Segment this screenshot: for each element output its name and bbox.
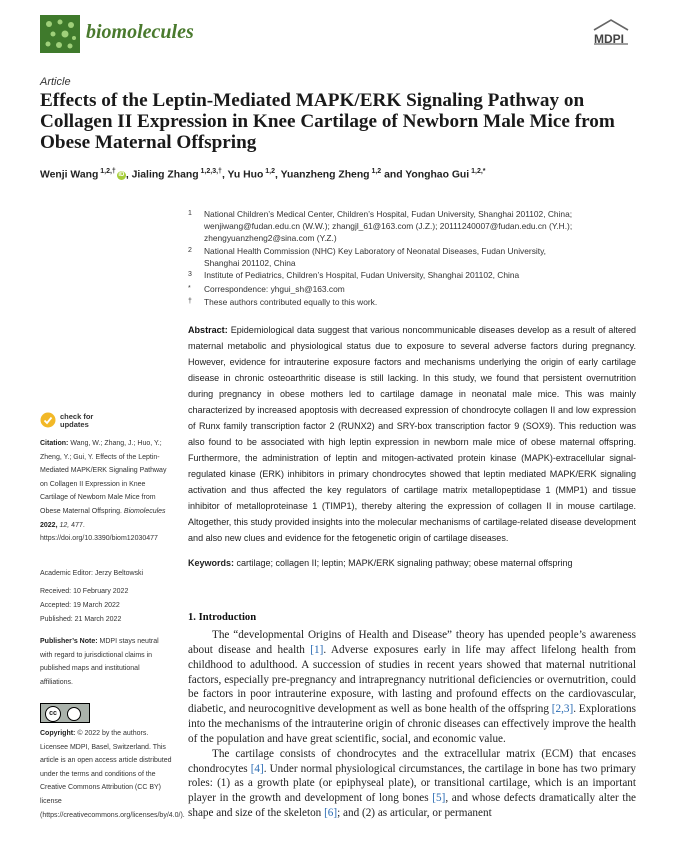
affiliation-text [204,245,644,269]
citation-doi[interactable]: 477. https://doi.org/10.3390/biom12030477 [40,521,158,543]
citation-link[interactable]: [6] [324,807,338,820]
author-affiliation-marker: 1,2,3,† [198,168,222,175]
affiliation-line: Institute of Pediatrics, Children’s Hospital, Fudan University, Shanghai 201102, China [204,270,520,280]
check-for-updates-label[interactable] [60,413,93,429]
publisher-note-text: MDPI stays neutral with regard to jurisdictional claims in published maps and institutional affiliations. [40,638,159,686]
affiliation-marker: 1 [188,210,192,217]
keywords [188,558,638,568]
affiliation-text [204,283,644,295]
affiliation-marker: 2 [188,247,192,254]
person-icon [67,707,81,721]
keywords-label: Keywords: [188,558,235,568]
cc-by-license-icon[interactable] [40,703,90,723]
citation-link[interactable]: [4] [250,762,264,775]
date-published: Published: 21 March 2022 [40,616,122,623]
author-list [40,168,650,180]
affiliation-line: Shanghai 201102, China [204,258,296,268]
affiliation-line: National Children’s Medical Center, Children’s Hospital, Fudan University, Shanghai 201102, China; [204,209,573,219]
publisher-name: MDPI [594,32,624,46]
date-received: Received: 10 February 2022 [40,588,129,595]
publisher-note [40,635,172,689]
paragraph-text: The “developmental Origins of Health and Disease” theory has upended people’s awareness about disease and health [188,629,636,656]
affiliation-text [204,269,644,281]
updates-line-1: check for [60,412,94,421]
affiliation-text [204,208,644,244]
affiliation-line: Correspondence: yhgui_sh@163.com [204,284,345,294]
author-affiliation-marker: 1,2,† [98,168,116,175]
citation-journal: Biomolecules [123,507,166,515]
abstract-text: Epidemiological data suggest that various noncommunicable diseases develop as a result of altered maternal metabolic and physiological status due to exposure to several adverse factors during pregnancy. However, evidence for intrauterine exposure factors and mechanisms underlying the origin of early cartilage disease in chronic osteoarthritic disease is still lacking. In this study, we found that persistent overnutrition during pregnancy in obese mothers led to cartilage damage in neonatal male mice. This was mainly characterized by increased apoptosis with decreased expression of chondrocyte collagen II and low expression of Runx family transcription factor 2 (RUNX2) and SRY-box transcription factor 9 (SOX9). This reduction was also found to be associated with high leptin expression in newborn male mice of obese maternal offspring. Furthermore, the administration of leptin and mitogen-activated protein kinase (MAPK)-extracellular signal-regulated kinase (ERK) inhibitors in primary chondrocytes showed that leptin mediated MAPK/ERK signaling activation and thus affected the key regulators of cartilage matrix metallopeptidase 1 (MMP1) and tissue inhibitor of metalloproteinase 1 (TIMP1), thereby altering the expression of collagen II in mouse cartilage. Altogether, this study provided insights into the molecular mechanisms of cartilage-related disease development and also new clues and evidence for the fetogenetic origin of cartilage diseases. [188,325,637,543]
paragraph-text: . Under normal physiological circumstances, the cartilage in bone has two primary roles: (1) as a growth plate (or epiphyseal plate), or transitional cartilage, which is an important player in the growth and development of long bones [188,762,636,805]
affiliation-line: wenjiwang@fudan.edu.cn (W.W.); zhangjl_61@163.com (J.Z.); 20111240007@fudan.edu.cn (Y.H.); [204,221,573,231]
author-name[interactable]: Jialing Zhang [131,169,199,181]
copyright-label: Copyright: [40,730,76,737]
journal-name: biomolecules [86,21,194,43]
paragraph [188,628,636,747]
citation-link[interactable]: [1] [310,643,324,656]
affiliation-line: These authors contributed equally to this work. [204,297,378,307]
author-name[interactable]: Yu Huo [227,169,264,181]
check-for-updates-icon[interactable] [40,412,56,428]
journal-logo-icon [40,15,80,53]
affiliation-marker: † [188,298,192,305]
citation-label: Citation: [40,440,69,447]
citation-year: 2022, [40,521,58,529]
copyright-text: © 2022 by the authors. Licensee MDPI, Basel, Switzerland. This article is an open access article distributed under the terms and conditions of the Creative Commons Attribution (CC BY) license (https://creativecommons.org/licenses/by/4.0/). [40,730,185,819]
affiliation-marker: 3 [188,271,192,278]
abstract [188,322,636,546]
author-name[interactable]: Yuanzheng Zheng [280,169,370,181]
author-separator: , [275,169,281,181]
author-and: and [381,169,406,181]
orcid-icon[interactable]: iD [118,172,125,179]
paragraph-text: , and whose defects dramatically alter the shape and size of the skeleton [188,792,636,820]
paragraph-text: . Adverse exposures early in life may affect lifelong health from childhood to adulthood. A succession of studies in recent years showed that maternal nutritional factors, especially pre-pregnancy and intrapregnancy nutritional deficiencies or overnutrition, could be factors in poor intrauterine exposure, with lasting and profound effects on the cardiovascular, diabetic, and neurocognitive development as well as bone health of the offspring [188,643,636,716]
paragraph [188,747,636,821]
paragraph-text: ; and (2) as articular, or permanent [337,807,492,820]
updates-line-2: updates [60,420,89,429]
author-name[interactable]: Wenji Wang [40,169,99,181]
citation-text: Wang, W.; Zhang, J.; Huo, Y.; Zheng, Y.; Gui, Y. Effects of the Leptin-Mediated MAPK/ERK Signaling Pathway on Collagen II Expression in Knee Cartilage of Newborn Male Mice from Obese Maternal Offspring. [40,440,167,515]
author-name[interactable]: Yonghao Gui [405,169,470,181]
cc-badge-label: cc [45,706,61,722]
introduction-body [188,628,636,821]
author-affiliation-marker: 1,2 [369,168,382,175]
citation-volume: 12, [59,521,70,529]
affiliation-line: National Health Commission (NHC) Key Laboratory of Neonatal Diseases, Fudan University, [204,246,546,256]
copyright [40,727,185,822]
academic-editor: Academic Editor: Jerzy Beltowski [40,570,144,577]
author-separator: , [221,169,228,181]
affiliation-marker: * [188,285,191,292]
keywords-text: cartilage; collagen II; leptin; MAPK/ERK signaling pathway; obese maternal offspring [236,558,573,568]
citation-link[interactable]: [2,3] [551,703,574,716]
article-type: Article [40,76,71,88]
publisher-note-label: Publisher’s Note: [40,638,98,645]
paragraph-text: The cartilage consists of chondrocytes and the extracellular matrix (ECM) that encases chondrocytes [188,747,636,775]
paragraph-text: . Explorations into the mechanisms of the intrauterine origin of chronic diseases can effectively improve the health of the population and have great scientific, social, and economic value. [188,703,636,745]
author-affiliation-marker: 1,2 [263,168,276,175]
citation [40,437,172,546]
section-heading-introduction: 1. Introduction [188,612,257,623]
article-title: Effects of the Leptin-Mediated MAPK/ERK Signaling Pathway on Collagen II Expression in Knee Cartilage of Newborn Male Mice from Obese Maternal Offspring [40,90,615,154]
affiliation-text [204,296,644,308]
affiliation-line: zhengyuanzheng2@sina.com (Y.Z.) [204,233,337,243]
citation-link[interactable]: [5] [432,792,446,805]
abstract-label: Abstract: [188,325,228,335]
author-affiliation-marker: 1,2,* [469,168,486,175]
author-separator: , [125,169,132,181]
date-accepted: Accepted: 19 March 2022 [40,602,120,609]
